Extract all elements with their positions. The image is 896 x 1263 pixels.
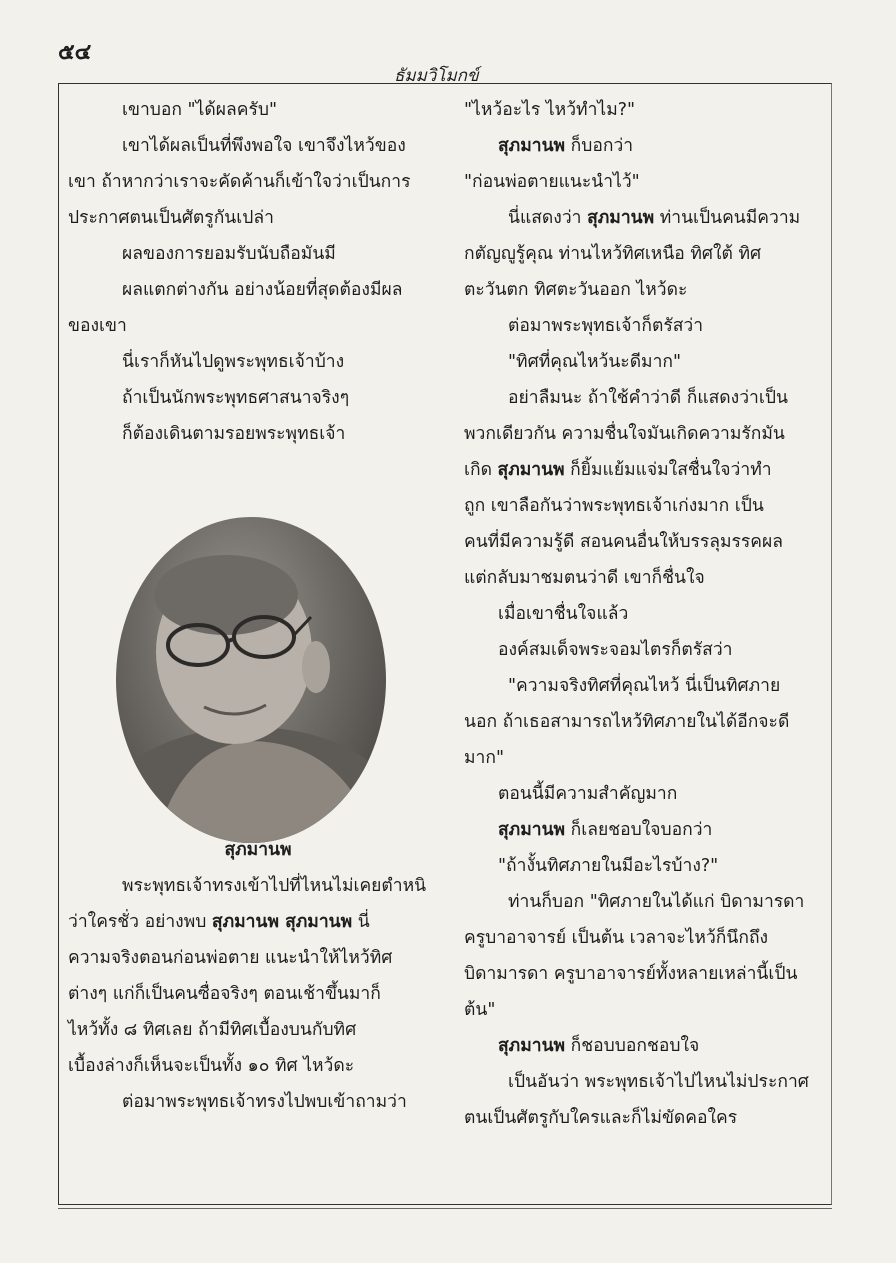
text-line: ความจริงตอนก่อนพ่อตาย แนะนำให้ไหว้ทิศ (68, 948, 393, 968)
text-line: ผลของการยอมรับนับถือมันมี (122, 244, 336, 264)
text-line: "ไหว้อะไร ไหว้ทำไม?" (464, 100, 636, 120)
text-span: เกิด (464, 460, 498, 480)
bold-name: สุภมานพ (498, 136, 566, 156)
text-line (464, 200, 824, 236)
text-span: ก็เลยชอบใจบอกว่า (565, 820, 713, 840)
text-line: นี่เราก็หันไปดูพระพุทธเจ้าบ้าง (122, 352, 345, 372)
text-line: "ความจริงทิศที่คุณไหว้ นี่เป็นทิศภาย (508, 676, 781, 696)
text-span: ว่าใครชั่ว อย่างพบ (68, 912, 212, 932)
bold-name: สุภมานพ สุภมานพ (211, 912, 353, 932)
text-line (464, 128, 824, 164)
text-line: เบื้องล่างก็เห็นจะเป็นทั้ง ๑๐ ทิศ ไหว้ดะ (68, 1056, 355, 1076)
text-line: ต่อมาพระพุทธเจ้าก็ตรัสว่า (508, 316, 704, 336)
text-line (464, 1028, 824, 1064)
text-line: ไหว้ทั้ง ๘ ทิศเลย ถ้ามีทิศเบื้องบนกับทิศ (68, 1020, 357, 1040)
text-line: บิดามารดา ครูบาอาจารย์ทั้งหลายเหล่านี้เป็น (464, 964, 798, 984)
portrait-illustration (116, 517, 386, 843)
photo-caption: สุภมานพ (224, 840, 292, 860)
text-line: เมื่อเขาชื่นใจแล้ว (498, 604, 629, 624)
text-line: องค์สมเด็จพระจอมไตรก็ตรัสว่า (498, 640, 733, 660)
frame-bottom-line (58, 1208, 832, 1209)
text-line: ต้น" (464, 1000, 496, 1020)
bold-name: สุภมานพ (587, 208, 655, 228)
text-line (464, 452, 824, 488)
text-line: เขาได้ผลเป็นที่พึงพอใจ เขาจึงไหว้ของ (122, 136, 406, 156)
text-line: มาก" (464, 748, 505, 768)
text-span: ก็บอกว่า (565, 136, 634, 156)
text-line: ถูก เขาลือกันว่าพระพุทธเจ้าเก่งมาก เป็น (464, 496, 764, 516)
text-line: "ถ้างั้นทิศภายในมีอะไรบ้าง?" (498, 856, 719, 876)
portrait-photo (116, 517, 386, 843)
text-line: นอก ถ้าเธอสามารถไหว้ทิศภายในได้อีกจะดี (464, 712, 790, 732)
page-number: ๕๔ (58, 39, 92, 65)
text-line: เขา ถ้าหากว่าเราจะคัดค้านก็เข้าใจว่าเป็นการ (68, 172, 411, 192)
text-line: ก็ต้องเดินตามรอยพระพุทธเจ้า (122, 424, 346, 444)
text-line: ตนเป็นศัตรูกับใครและก็ไม่ขัดคอใคร (464, 1108, 738, 1128)
text-line (464, 812, 824, 848)
text-span: นี่ (352, 912, 370, 932)
running-head: ธัมมวิโมกข์ (394, 66, 479, 86)
text-line: ของเขา (68, 316, 127, 336)
text-span: ท่านเป็นคนมีความ (654, 208, 801, 228)
text-line: ต่างๆ แก่ก็เป็นคนซื่อจริงๆ ตอนเช้าขึ้นมาก็ (68, 984, 381, 1004)
bold-name: สุภมานพ (498, 1036, 566, 1056)
left-column-bottom (68, 832, 448, 1120)
text-line: เป็นอันว่า พระพุทธเจ้าไปไหนไม่ประกาศ (508, 1072, 809, 1092)
text-span: ก็ยิ้มแย้มแจ่มใสชื่นใจว่าทำ (564, 460, 772, 480)
text-line: ตะวันตก ทิศตะวันออก ไหว้ดะ (464, 280, 688, 300)
text-span: ก็ชอบบอกชอบใจ (565, 1036, 700, 1056)
text-line (68, 904, 448, 940)
left-column (68, 92, 448, 452)
text-line: "ทิศที่คุณไหว้นะดีมาก" (508, 352, 682, 372)
right-column (464, 92, 824, 1136)
text-line: แต่กลับมาชมตนว่าดี เขาก็ชื่นใจ (464, 568, 705, 588)
text-line: ท่านก็บอก "ทิศภายในได้แก่ บิดามารดา (508, 892, 805, 912)
text-line: อย่าลืมนะ ถ้าใช้คำว่าดี ก็แสดงว่าเป็น (508, 388, 788, 408)
bold-name: สุภมานพ (497, 460, 565, 480)
text-line: คนที่มีความรู้ดี สอนคนอื่นให้บรรลุมรรคผล (464, 532, 783, 552)
text-line: พวกเดียวกัน ความชื่นใจมันเกิดความรักมัน (464, 424, 785, 444)
text-line: ครูบาอาจารย์ เป็นต้น เวลาจะไหว้ก็นึกถึง (464, 928, 769, 948)
text-line: ประกาศตนเป็นศัตรูกันเปล่า (68, 208, 274, 228)
text-line: ถ้าเป็นนักพระพุทธศาสนาจริงๆ (122, 388, 350, 408)
bold-name: สุภมานพ (498, 820, 566, 840)
text-line: เขาบอก "ได้ผลครับ" (122, 100, 278, 120)
text-line: ต่อมาพระพุทธเจ้าทรงไปพบเข้าถามว่า (122, 1092, 407, 1112)
text-line: กตัญญูรู้คุณ ท่านไหว้ทิศเหนือ ทิศใต้ ทิศ (464, 244, 762, 264)
text-line: ตอนนี้มีความสำคัญมาก (498, 784, 678, 804)
text-line: พระพุทธเจ้าทรงเข้าไปที่ไหนไม่เคยตำหนิ (122, 876, 427, 896)
text-line: "ก่อนพ่อตายแนะนำไว้" (464, 172, 640, 192)
text-span: นี่แสดงว่า (508, 208, 588, 228)
text-line: ผลแตกต่างกัน อย่างน้อยที่สุดต้องมีผล (122, 280, 403, 300)
